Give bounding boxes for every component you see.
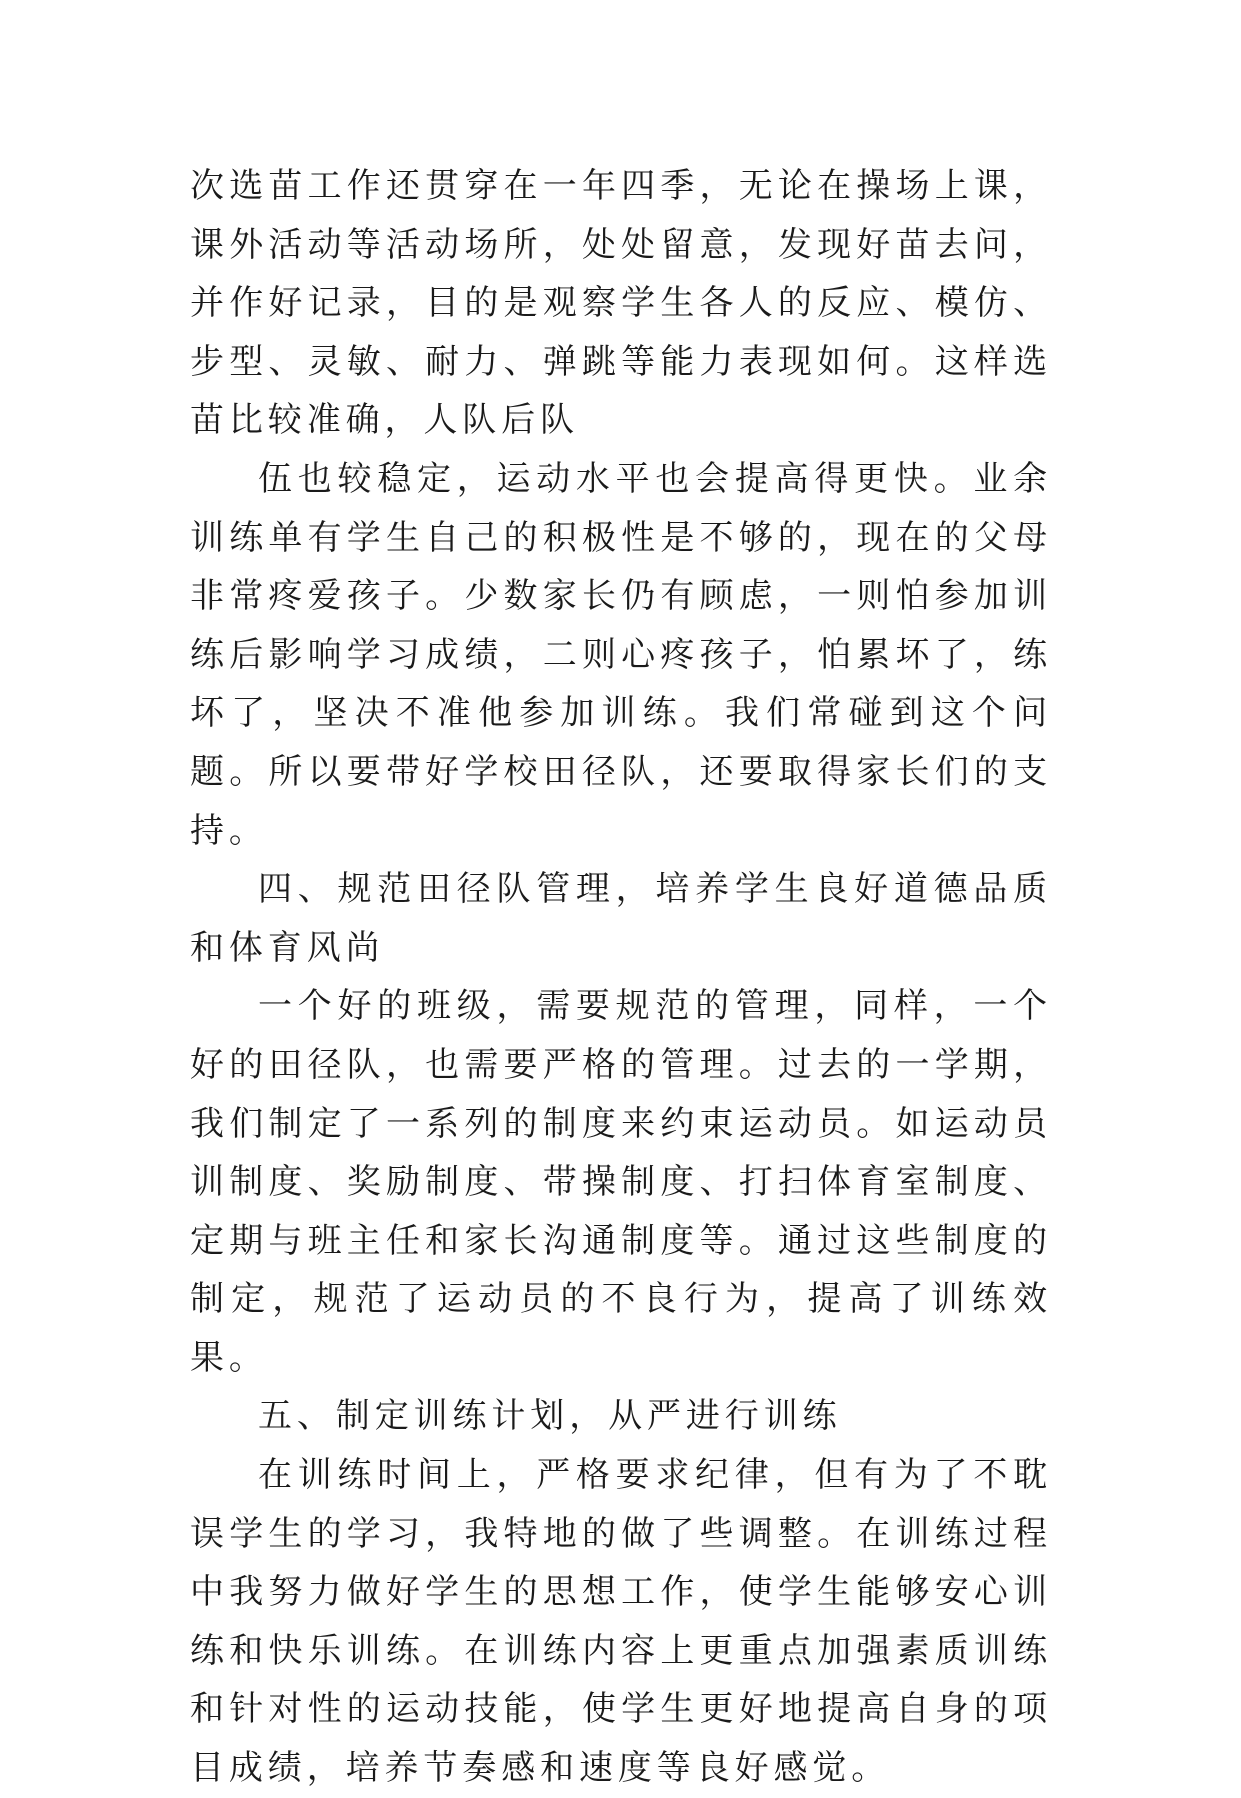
- document-body: [190, 157, 1052, 1798]
- section-heading-team-management: 四、规范田径队管理，培养学生良好道德品质和体育风尚: [190, 869, 1052, 968]
- paragraph-selection-continuation: 次选苗工作还贯穿在一年四季，无论在操场上课，课外活动等活动场所，处处留意，发现好苗去问，并作好记录，目的是观察学生各人的反应、模仿、步型、灵敏、耐力、弹跳等能力表现如何。这样选苗比较准确，人队后队: [190, 166, 1052, 441]
- section-heading-training-plan: 五、制定训练计划，从严进行训练: [258, 1396, 842, 1437]
- paragraph-team-stability: 伍也较稳定，运动水平也会提高得更快。业余训练单有学生自己的积极性是不够的，现在的父母非常疼爱孩子。少数家长仍有顾虑，一则怕参加训练后影响学习成绩，二则心疼孩子，怕累坏了，练坏了，坚决不准他参加训练。我们常碰到这个问题。所以要带好学校田径队，还要取得家长们的支持。: [190, 458, 1052, 851]
- paragraph-training-details: 在训练时间上，严格要求纪律，但有为了不耽误学生的学习，我特地的做了些调整。在训练过程中我努力做好学生的思想工作，使学生能够安心训练和快乐训练。在训练内容上更重点加强素质训练和针对性的运动技能，使学生更好地提高自身的项目成绩，培养节奏感和速度等良好感觉。: [190, 1455, 1052, 1789]
- paragraph-team-rules: 一个好的班级，需要规范的管理，同样，一个好的田径队，也需要严格的管理。过去的一学期，我们制定了一系列的制度来约束运动员。如运动员训制度、奖励制度、带操制度、打扫体育室制度、定期与班主任和家长沟通制度等。通过这些制度的制定，规范了运动员的不良行为，提高了训练效果。: [190, 986, 1052, 1378]
